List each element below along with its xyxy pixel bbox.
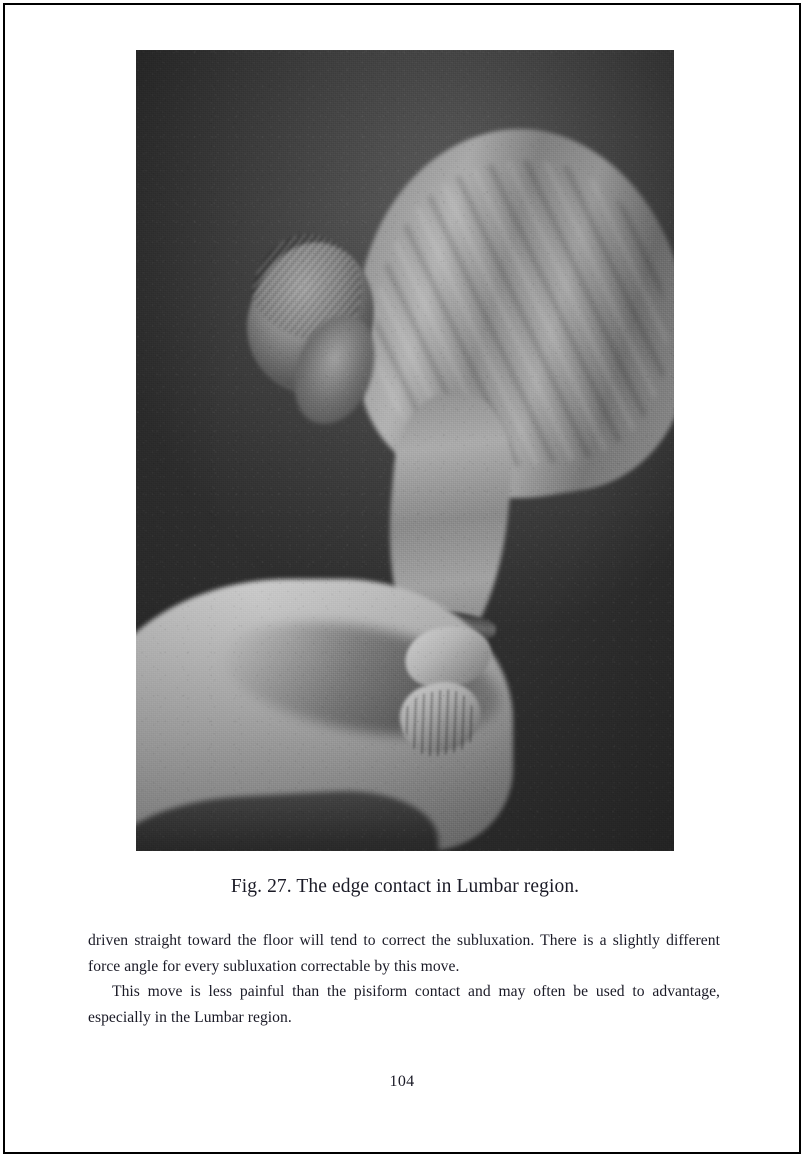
figure-photograph — [136, 50, 674, 851]
photo-vignette — [136, 50, 674, 851]
body-text-column — [88, 928, 720, 1030]
paragraph: driven straight toward the floor will tend to correct the subluxation. There is a slightly different force angle for every subluxation correctable by this move. — [88, 932, 720, 975]
figure-caption: Fig. 27. The edge contact in Lumbar region. — [230, 876, 580, 897]
paragraph: This move is less painful than the pisiform contact and may often be used to advantage, especially in the Lumbar region. — [88, 983, 720, 1026]
figure-27 — [136, 50, 674, 899]
page-number: 104 — [389, 1073, 415, 1090]
